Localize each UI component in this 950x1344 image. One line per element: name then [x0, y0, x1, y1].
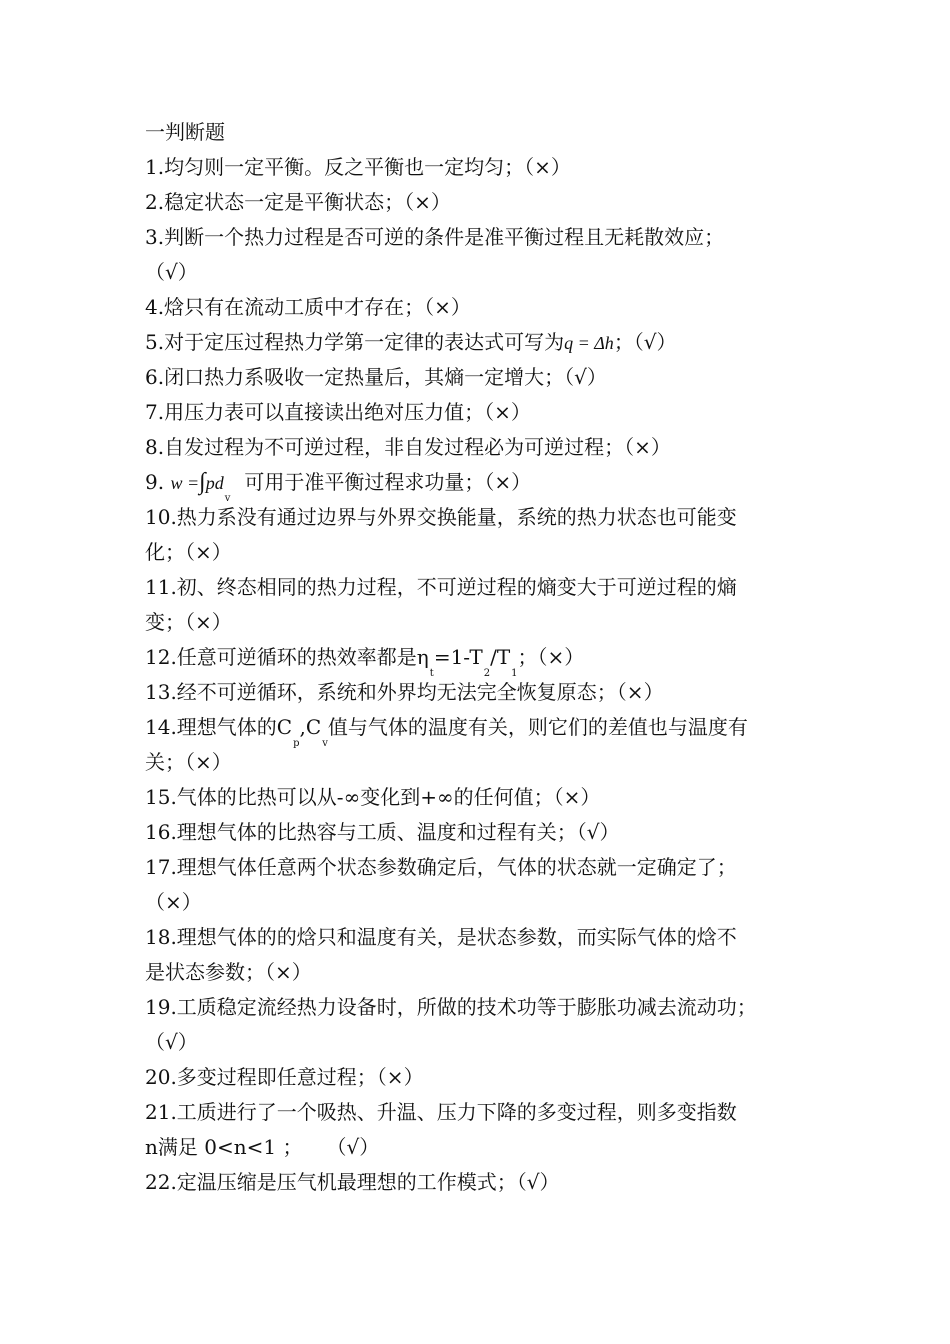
question-5-answer: ；（√） [613, 330, 677, 354]
question-10-line-1: 10.热力系没有通过边界与外界交换能量，系统的热力状态也可能变 [145, 505, 737, 529]
question-19-line-1: 19.工质稳定流经热力设备时，所做的技术功等于膨胀功减去流动功； [145, 995, 757, 1019]
question-18-line-1: 18.理想气体的的焓只和温度有关，是状态参数，而实际气体的焓不 [145, 925, 737, 949]
question-1: 1.均匀则一定平衡。反之平衡也一定均匀；（×） [145, 155, 571, 179]
question-14-line-2: 关；（×） [145, 750, 232, 774]
subscript-p: p [293, 738, 300, 749]
subscript-v: v [322, 738, 328, 749]
section-title: 一判断题 [145, 120, 225, 144]
question-19-line-2: （√） [145, 1030, 198, 1054]
subscript-1: 1 [511, 668, 518, 679]
question-21-line-1: 21.工质进行了一个吸热、升温、压力下降的多变过程，则多变指数 [145, 1100, 737, 1124]
question-12-text: 12.任意可逆循环的热效率都是η [145, 645, 429, 669]
question-12-formula-denominator: /T [490, 645, 511, 669]
question-16: 16.理想气体的比热容与工质、温度和过程有关；（√） [145, 820, 620, 844]
question-6: 6.闭口热力系吸收一定热量后，其熵一定增大；（√） [145, 365, 607, 389]
question-5 [145, 325, 815, 360]
question-13: 13.经不可逆循环，系统和外界均无法完全恢复原态；（×） [145, 680, 664, 704]
question-21-answer: （√） [326, 1135, 380, 1159]
question-3-line-1: 3.判断一个热力过程是否可逆的条件是准平衡过程且无耗散效应； [145, 225, 725, 249]
question-9-formula-pd: pd [205, 473, 224, 493]
question-9-subscript: v [224, 493, 231, 504]
question-14-text: 14.理想气体的C [145, 715, 293, 739]
question-9 [145, 465, 815, 504]
question-12-formula: =1-T [433, 645, 483, 669]
question-7: 7.用压力表可以直接读出绝对压力值；（×） [145, 400, 531, 424]
question-20: 20.多变过程即任意过程；（×） [145, 1065, 424, 1089]
question-11-line-2: 变；（×） [145, 610, 232, 634]
question-14-cv: ,C [299, 715, 322, 739]
question-3-line-2: （√） [145, 260, 198, 284]
question-14-line-1 [145, 710, 815, 749]
question-12-answer: ；（×） [517, 645, 585, 669]
subscript-2: 2 [483, 668, 491, 679]
question-5-formula: q = Δh [564, 333, 614, 353]
question-9-formula-w: w = [170, 473, 200, 493]
question-5-text: 5.对于定压过程热力学第一定律的表达式可写为 [145, 330, 565, 354]
question-12 [145, 640, 815, 679]
subscript-t: t [429, 668, 434, 679]
question-14-rest: 值与气体的温度有关，则它们的差值也与温度有 [327, 715, 748, 739]
question-10-line-2: 化；（×） [145, 540, 232, 564]
question-22: 22.定温压缩是压气机最理想的工作模式；（√） [145, 1170, 560, 1194]
question-4: 4.焓只有在流动工质中才存在；（×） [145, 295, 471, 319]
question-9-number: 9. [145, 470, 165, 494]
question-list [145, 115, 815, 1200]
question-18-line-2: 是状态参数；（×） [145, 960, 312, 984]
question-9-text: 可用于准平衡过程求功量；（×） [244, 470, 532, 494]
integral-symbol: ∫ [199, 469, 206, 495]
question-21-condition: n满足 0<n<1 ； [145, 1135, 303, 1159]
question-15: 15.气体的比热可以从-∞变化到+∞的任何值；（×） [145, 785, 601, 809]
question-11-line-1: 11.初、终态相同的热力过程，不可逆过程的熵变大于可逆过程的熵 [145, 575, 737, 599]
question-2: 2.稳定状态一定是平衡状态；（×） [145, 190, 451, 214]
question-8: 8.自发过程为不可逆过程，非自发过程必为可逆过程；（×） [145, 435, 671, 459]
question-17-line-2: （×） [145, 890, 202, 914]
question-21-line-2 [145, 1130, 815, 1165]
question-17-line-1: 17.理想气体任意两个状态参数确定后，气体的状态就一定确定了； [145, 855, 737, 879]
